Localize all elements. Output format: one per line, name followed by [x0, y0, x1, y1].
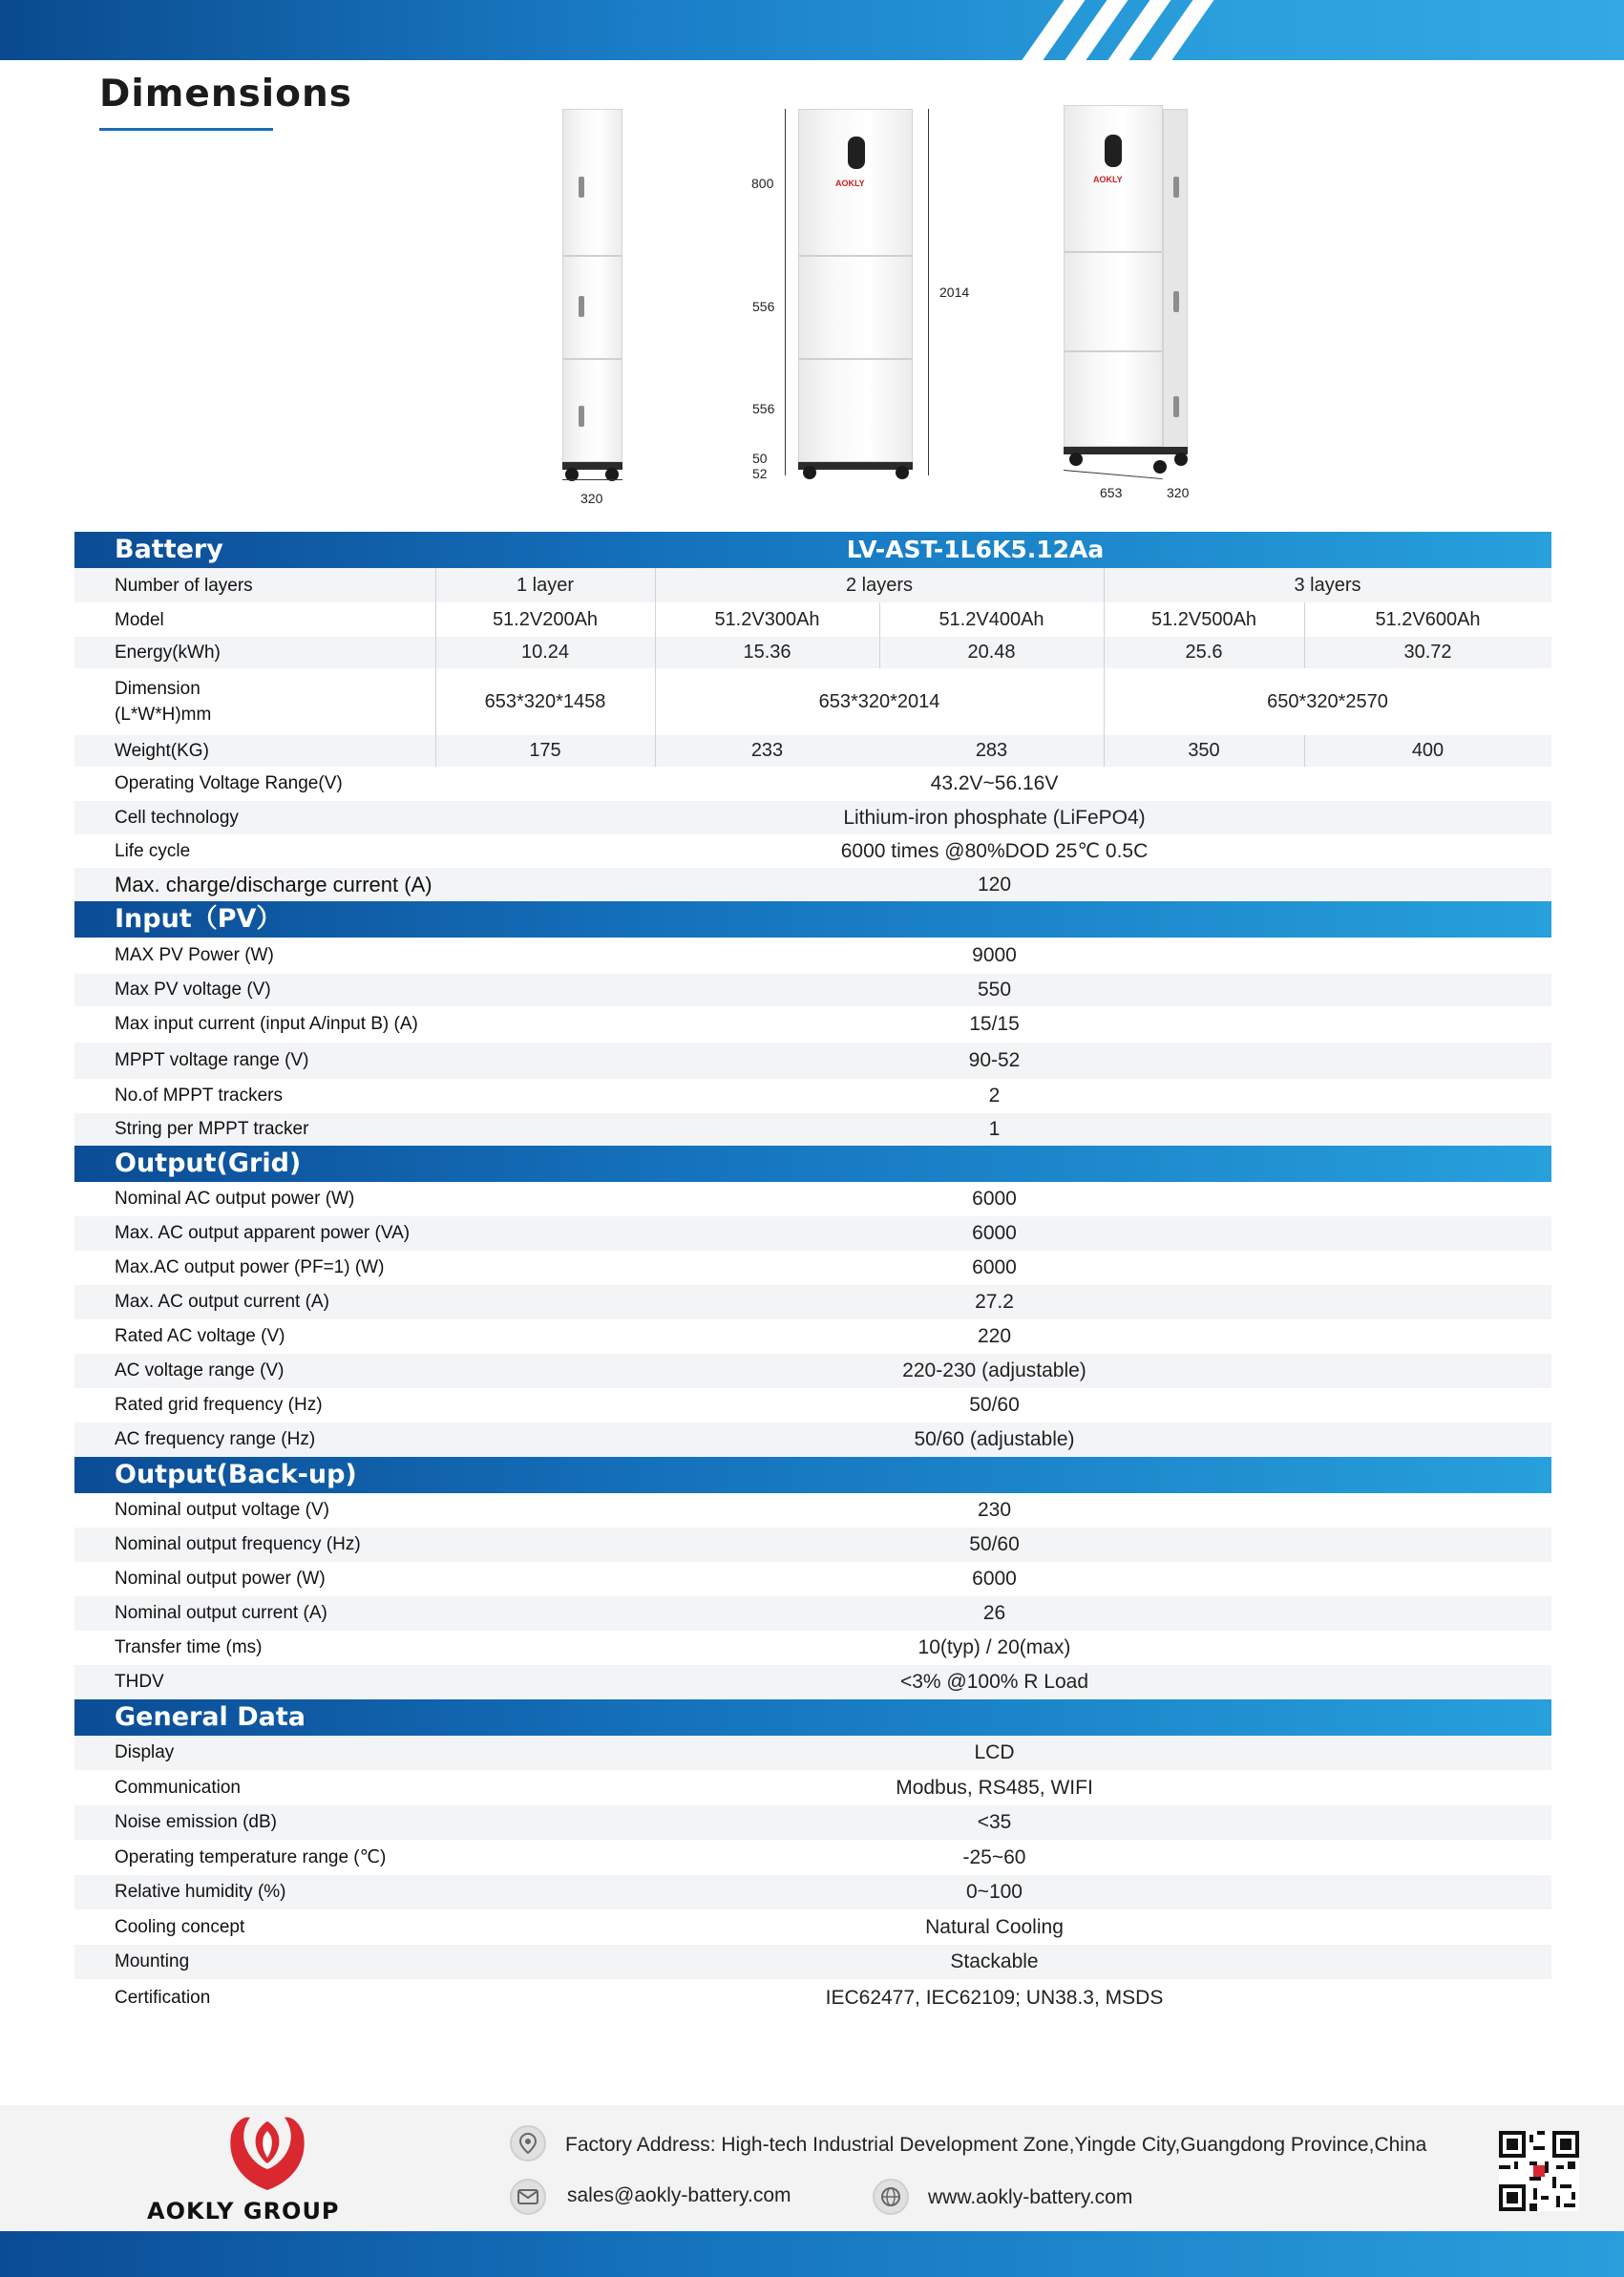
dimension-label-line2: (L*W*H)mm [115, 705, 212, 725]
spec-table [74, 532, 1551, 2017]
row-value: <35 [977, 1811, 1012, 1833]
energy-cell: 30.72 [1403, 642, 1452, 663]
website-link[interactable]: www.aokly-battery.com [928, 2186, 1133, 2208]
row-label: Operating temperature range (℃) [115, 1847, 387, 1867]
row-label [115, 668, 211, 735]
row-life-cycle [74, 834, 1551, 868]
dim-h-bot: 556 [752, 401, 775, 416]
section-battery-header [74, 532, 1551, 568]
dim-side-width: 320 [580, 491, 603, 506]
row-label: Cooling concept [115, 1916, 245, 1937]
wheel-icon [803, 466, 816, 479]
row-mppt-range [74, 1043, 1551, 1079]
qr-code-icon [1499, 2131, 1579, 2211]
handle-icon [579, 296, 584, 317]
row-value: 6000 [972, 1188, 1017, 1210]
row-label: Nominal output voltage (V) [115, 1500, 329, 1520]
dim-h-base2: 52 [752, 466, 768, 481]
handle-icon [1173, 291, 1179, 312]
row-backup-current [74, 1596, 1551, 1631]
row-pv-voltage [74, 974, 1551, 1006]
row-value: 26 [982, 1602, 1006, 1624]
dimension-cell: 653*320*2014 [818, 690, 940, 712]
page-title: Dimensions [99, 73, 352, 116]
email-icon [510, 2179, 546, 2215]
row-max-current [74, 868, 1551, 901]
dim-h-base1: 50 [752, 451, 768, 466]
row-value: 9000 [972, 944, 1017, 966]
perspective-cabinet [1064, 105, 1163, 447]
row-temperature [74, 1840, 1551, 1875]
row-certification [74, 1979, 1551, 2017]
energy-cell: 20.48 [967, 642, 1016, 663]
front-cabinet [798, 109, 913, 462]
row-voltage-range [74, 767, 1551, 801]
row-communication [74, 1770, 1551, 1805]
section-title: General Data [115, 1702, 306, 1732]
dim-h-mid: 556 [752, 299, 775, 314]
row-label: Cell technology [115, 807, 239, 828]
handle-icon [1173, 396, 1179, 417]
mini-logo: AOKLY [835, 179, 865, 188]
factory-address: Factory Address: High-tech Industrial Development Zone,Yingde City,Guangdong Province,China [565, 2134, 1427, 2156]
row-pv-power [74, 938, 1551, 974]
row-value: 6000 [972, 1222, 1017, 1244]
row-grid-rated-voltage [74, 1319, 1551, 1354]
location-icon [510, 2125, 546, 2161]
handle-icon [579, 177, 584, 198]
row-value: 27.2 [975, 1291, 1014, 1313]
row-label: Relative humidity (%) [115, 1882, 286, 1902]
row-label: Operating Voltage Range(V) [115, 773, 343, 793]
energy-cell: 15.36 [743, 642, 791, 663]
brand-logo-icon [221, 2114, 313, 2196]
row-label: Nominal output power (W) [115, 1569, 326, 1589]
mini-logo: AOKLY [1093, 175, 1123, 184]
row-value: 50/60 [969, 1533, 1020, 1555]
model-cell: 51.2V400Ah [939, 608, 1044, 630]
row-value: 230 [977, 1499, 1012, 1521]
row-label: Energy(kWh) [115, 643, 221, 663]
brand-name: AOKLY GROUP [147, 2198, 340, 2224]
row-label: Rated AC voltage (V) [115, 1326, 285, 1346]
row-value: 90-52 [968, 1049, 1021, 1071]
energy-cell: 25.6 [1185, 642, 1223, 663]
row-grid-output-power [74, 1251, 1551, 1285]
wheel-icon [896, 466, 909, 479]
section-title: Battery [115, 535, 223, 564]
energy-cell: 10.24 [520, 642, 570, 663]
email-link[interactable]: sales@aokly-battery.com [567, 2184, 791, 2206]
row-energy [74, 637, 1551, 668]
dim-h-top: 800 [751, 176, 774, 191]
row-value: 120 [977, 873, 1012, 896]
section-title: Output(Back-up) [115, 1460, 357, 1489]
row-model [74, 602, 1551, 637]
row-label: Model [115, 609, 164, 630]
weight-cell: 233 [750, 740, 784, 761]
row-label: Noise emission (dB) [115, 1812, 277, 1832]
row-label: Max input current (input A/input B) (A) [115, 1014, 418, 1034]
row-mppt-trackers [74, 1079, 1551, 1113]
row-weight [74, 735, 1551, 767]
section-title: Input（PV） [115, 904, 283, 934]
row-value: 6000 times @80%DOD 25℃ 0.5C [840, 840, 1149, 862]
dim-depth: 653 [1100, 485, 1123, 500]
row-input-current [74, 1006, 1551, 1043]
row-grid-voltage-range [74, 1354, 1551, 1388]
row-string-per-tracker [74, 1113, 1551, 1146]
row-label: Life cycle [115, 840, 191, 861]
top-banner [0, 0, 1624, 60]
row-value: 10(typ) / 20(max) [917, 1636, 1071, 1658]
row-label: Max. charge/discharge current (A) [115, 872, 432, 896]
model-cell: 51.2V500Ah [1150, 608, 1257, 630]
row-label: Max. AC output apparent power (VA) [115, 1223, 411, 1243]
row-value: 50/60 (adjustable) [914, 1428, 1075, 1450]
footer-bar [0, 2231, 1624, 2277]
row-label: Rated grid frequency (Hz) [115, 1395, 323, 1415]
wheel-icon [1069, 453, 1083, 466]
row-noise [74, 1805, 1551, 1840]
row-value: Modbus, RS485, WIFI [896, 1776, 1093, 1799]
section-input-header [74, 901, 1551, 938]
row-value: 1 [988, 1118, 1001, 1140]
display-icon [848, 137, 865, 169]
row-value: IEC62477, IEC62109; UN38.3, MSDS [825, 1987, 1164, 2009]
row-grid-frequency-range [74, 1423, 1551, 1457]
row-value: 550 [977, 979, 1012, 1001]
section-output-backup-header [74, 1457, 1551, 1493]
row-value: 2 [988, 1085, 1001, 1107]
dimension-label-line1: Dimension [115, 679, 200, 699]
row-label: MPPT voltage range (V) [115, 1050, 309, 1070]
row-label: Certification [115, 1988, 211, 2008]
title-underline [99, 128, 273, 131]
layer-cell: 1 layer [516, 574, 575, 596]
row-grid-apparent-power [74, 1216, 1551, 1251]
row-value: -25~60 [962, 1845, 1026, 1868]
row-thdv [74, 1665, 1551, 1699]
section-general-header [74, 1699, 1551, 1736]
wheel-icon [1153, 460, 1167, 474]
row-backup-voltage [74, 1493, 1551, 1528]
row-grid-nominal-power [74, 1182, 1551, 1216]
row-label: String per MPPT tracker [115, 1119, 309, 1139]
dimension-cell: 650*320*2570 [1267, 690, 1388, 712]
model-cell: 51.2V200Ah [492, 608, 599, 630]
row-label: Max. AC output current (A) [115, 1292, 329, 1312]
handle-icon [1173, 177, 1179, 198]
model-cell: 51.2V600Ah [1375, 608, 1481, 630]
row-label: Nominal output current (A) [115, 1603, 327, 1623]
weight-cell: 350 [1188, 740, 1220, 761]
row-value: 50/60 [969, 1394, 1020, 1416]
model-code: LV-AST-1L6K5.12Aa [846, 536, 1105, 563]
row-value: Natural Cooling [925, 1915, 1064, 1938]
row-value: Stackable [950, 1950, 1039, 1972]
row-grid-frequency [74, 1388, 1551, 1423]
row-backup-frequency [74, 1528, 1551, 1562]
row-backup-power [74, 1562, 1551, 1596]
row-display [74, 1736, 1551, 1770]
row-label: AC voltage range (V) [115, 1360, 285, 1381]
globe-icon [873, 2179, 909, 2215]
row-label: Nominal output frequency (Hz) [115, 1534, 361, 1554]
row-label: Weight(KG) [115, 741, 209, 761]
row-label: No.of MPPT trackers [115, 1086, 283, 1106]
row-dimension [74, 668, 1551, 735]
layer-cell: 2 layers [845, 574, 914, 596]
row-cooling [74, 1909, 1551, 1945]
row-label: THDV [115, 1672, 164, 1692]
dim-width: 320 [1167, 485, 1190, 500]
row-label: Nominal AC output power (W) [115, 1189, 355, 1209]
row-cell-technology [74, 801, 1551, 834]
row-label: AC frequency range (Hz) [115, 1429, 316, 1449]
side-cabinet [562, 109, 622, 462]
row-label: MAX PV Power (W) [115, 945, 274, 965]
perspective-side [1163, 109, 1188, 449]
row-layers [74, 568, 1551, 602]
weight-cell: 283 [975, 740, 1008, 761]
row-value: 0~100 [966, 1881, 1023, 1903]
row-value: 6000 [972, 1256, 1017, 1278]
handle-icon [579, 406, 584, 427]
row-grid-output-current [74, 1285, 1551, 1319]
row-value: Lithium-iron phosphate (LiFePO4) [843, 806, 1146, 829]
row-humidity [74, 1875, 1551, 1909]
row-value: 43.2V~56.16V [930, 772, 1059, 794]
row-label: Max PV voltage (V) [115, 980, 271, 1000]
row-value: 220-230 (adjustable) [902, 1360, 1086, 1381]
row-transfer-time [74, 1631, 1551, 1665]
row-mounting [74, 1945, 1551, 1979]
row-value: 15/15 [969, 1013, 1020, 1035]
row-label: Communication [115, 1777, 241, 1798]
row-label: Display [115, 1742, 175, 1762]
wheel-icon [1174, 453, 1188, 466]
row-label: Number of layers [115, 575, 253, 596]
layer-cell: 3 layers [1294, 574, 1361, 596]
section-title: Output(Grid) [115, 1149, 302, 1178]
row-label: Mounting [115, 1951, 190, 1971]
row-label: Transfer time (ms) [115, 1637, 263, 1657]
dim-total-height: 2014 [939, 285, 970, 300]
weight-cell: 175 [529, 740, 561, 761]
row-value: <3% @100% R Load [899, 1671, 1089, 1693]
display-icon [1105, 135, 1122, 167]
model-cell: 51.2V300Ah [714, 608, 820, 630]
row-value: 6000 [972, 1568, 1017, 1590]
row-label: Max.AC output power (PF=1) (W) [115, 1257, 385, 1277]
row-value: 220 [977, 1325, 1012, 1347]
weight-cell: 400 [1411, 740, 1445, 761]
section-output-grid-header [74, 1146, 1551, 1182]
dimension-cell: 653*320*1458 [484, 690, 606, 712]
row-value: LCD [974, 1741, 1015, 1763]
